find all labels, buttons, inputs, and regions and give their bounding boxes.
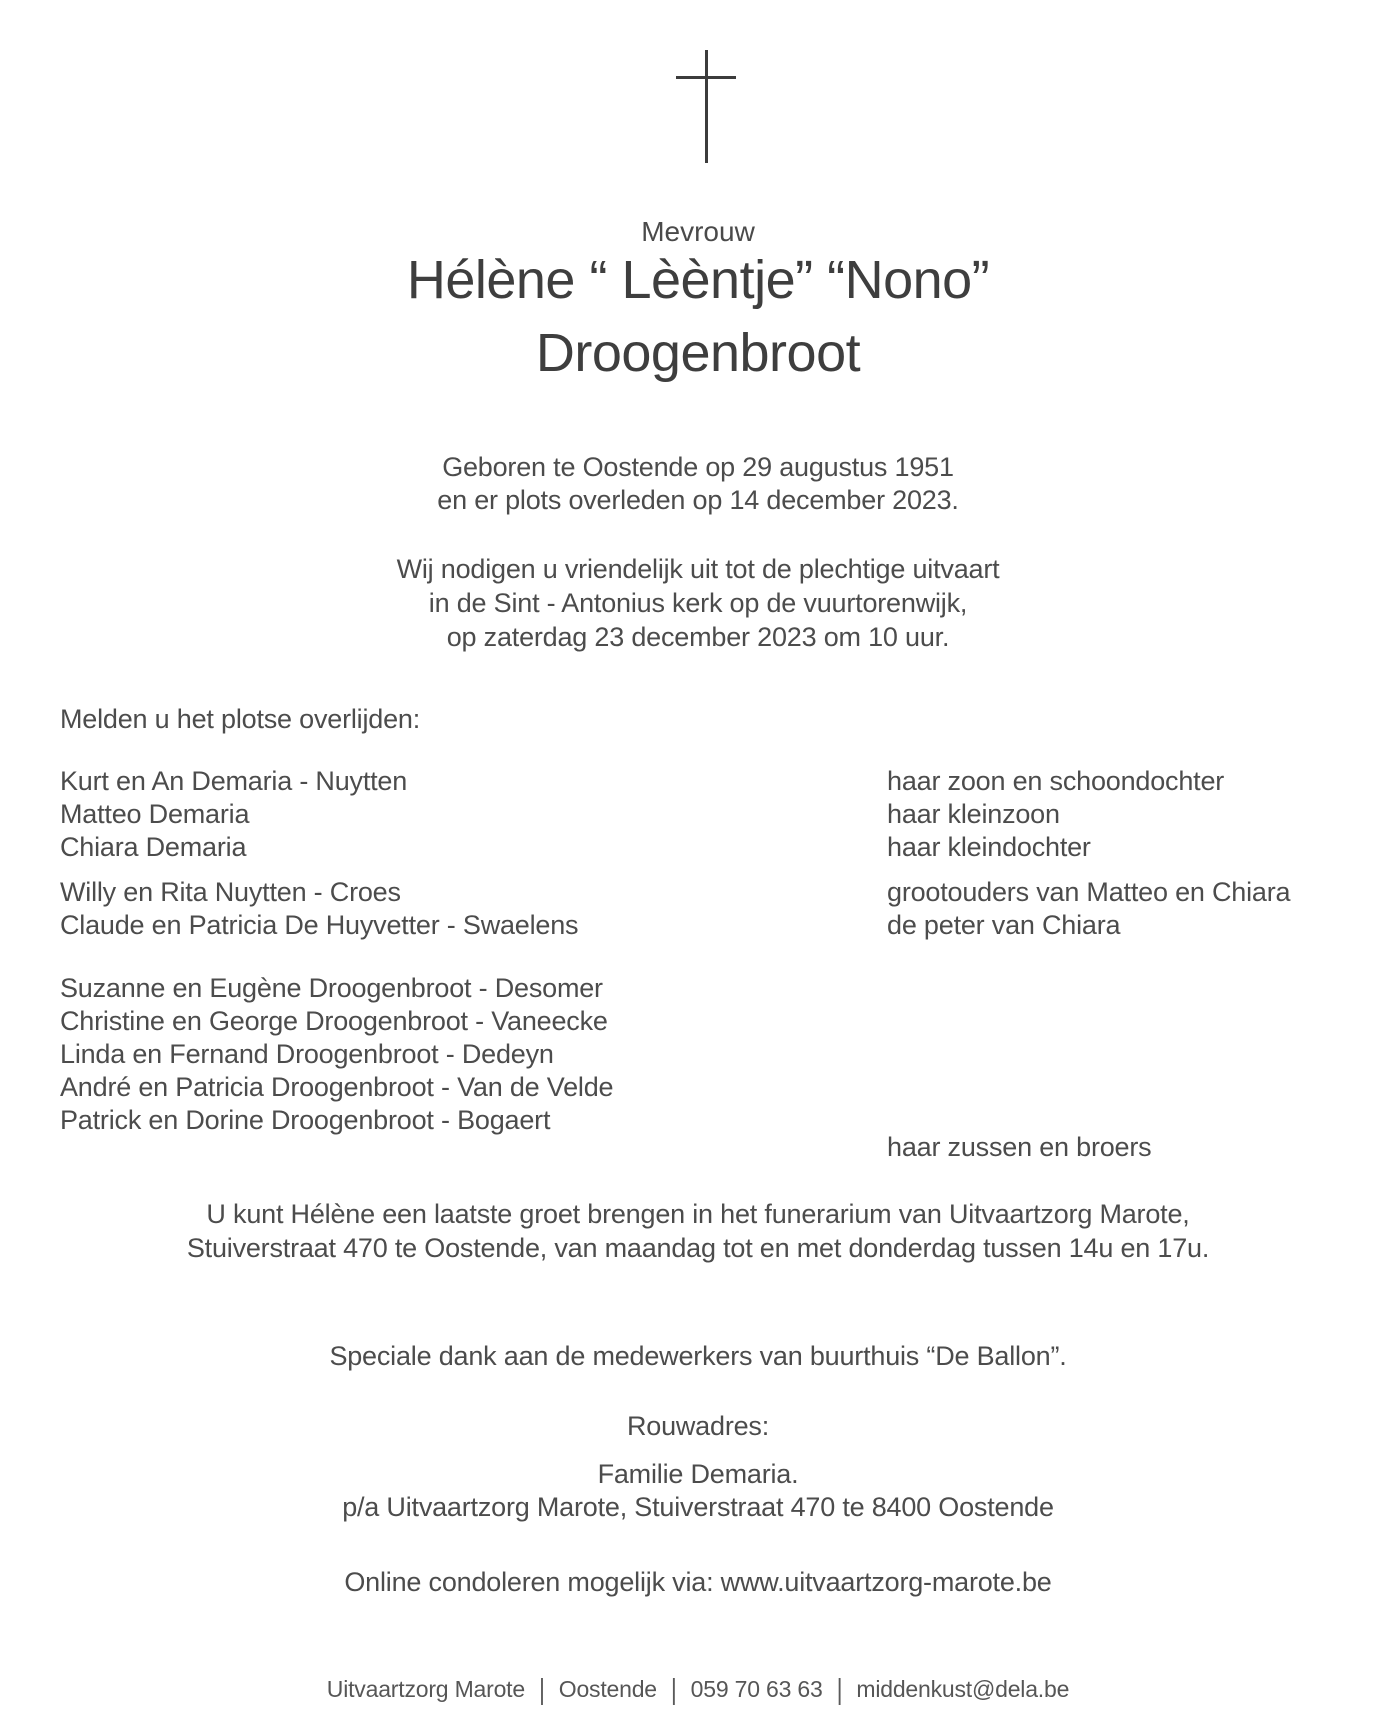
footer-separator: | [538,1672,545,1706]
family-group-2-relations [887,876,1290,942]
cross-icon [0,50,1396,166]
undertaker-phone: 059 70 63 63 [690,1676,823,1702]
relation-line: grootouders van Matteo en Chiara [887,877,1291,907]
relation-line: haar kleindochter [887,832,1091,862]
visitation-info [0,1197,1396,1265]
family-member-line: Willy en Rita Nuytten - Croes [60,877,401,907]
death-line: en er plots overleden op 14 december 2023. [437,485,959,515]
special-thanks: Speciale dank aan de medewerkers van buurthuis “De Ballon”. [329,1341,1067,1371]
visitation-line: Stuiverstraat 470 te Oostende, van maandag tot en met donderdag tussen 14u en 17u. [186,1233,1210,1263]
birth-line: Geboren te Oostende op 29 augustus 1951 [442,452,954,482]
relation-line: haar zussen en broers [887,1132,1152,1162]
salutation: Mevrouw [641,216,755,247]
visitation-line: U kunt Hélène een laatste groet brengen in het funerarium van Uitvaartzorg Marote, [206,1199,1190,1229]
relation-line: haar kleinzoon [887,799,1060,829]
family-member-line: André en Patricia Droogenbroot - Van de Velde [60,1072,614,1102]
invitation-line: op zaterdag 23 december 2023 om 10 uur. [446,622,950,652]
deceased-first-names: Hélène “ Lèèntje” “Nono” [406,250,990,310]
family-member-line: Kurt en An Demaria - Nuytten [60,766,408,796]
family-group-1-relations [887,765,1224,864]
undertaker-email: middenkust@dela.be [856,1676,1070,1702]
mourning-address-line: p/a Uitvaartzorg Marote, Stuiverstraat 470 te 8400 Oostende [342,1492,1054,1522]
family-member-line: Matteo Demaria [60,799,250,829]
family-member-line: Linda en Fernand Droogenbroot - Dedeyn [60,1039,554,1069]
footer-separator: | [836,1672,843,1706]
funeral-invitation [0,552,1396,654]
family-member-line: Christine en George Droogenbroot - Vaneecke [60,1006,608,1036]
mourning-address-title: Rouwadres: [626,1411,770,1441]
invitation-line: in de Sint - Antonius kerk op de vuurtorenwijk, [428,588,968,618]
undertaker-name: Uitvaartzorg Marote [326,1676,525,1702]
family-member-line: Chiara Demaria [60,832,247,862]
mourning-address [0,1458,1396,1524]
family-group-3-relations [887,1131,1151,1164]
family-group-3-names [60,972,613,1137]
online-condolences: Online condoleren mogelijk via: www.uitvaartzorg-marote.be [344,1567,1052,1597]
footer-separator: | [670,1672,677,1706]
cross-vertical-bar [705,50,708,163]
family-member-line: Suzanne en Eugène Droogenbroot - Desomer [60,973,603,1003]
family-intro: Melden u het plotse overlijden: [60,704,421,734]
undertaker-footer [0,1672,1396,1706]
family-group-2-names [60,876,578,942]
relation-line: de peter van Chiara [887,910,1121,940]
deceased-name [0,244,1396,390]
invitation-line: Wij nodigen u vriendelijk uit tot de plechtige uitvaart [396,554,1000,584]
undertaker-city: Oostende [558,1676,657,1702]
life-dates [0,451,1396,517]
relation-line: haar zoon en schoondochter [887,766,1225,796]
mourning-address-line: Familie Demaria. [597,1459,799,1489]
family-member-line: Patrick en Dorine Droogenbroot - Bogaert [60,1105,551,1135]
family-group-1-names [60,765,407,864]
cross-horizontal-bar [676,76,736,79]
family-member-line: Claude en Patricia De Huyvetter - Swaelens [60,910,579,940]
deceased-last-name: Droogenbroot [535,323,861,383]
